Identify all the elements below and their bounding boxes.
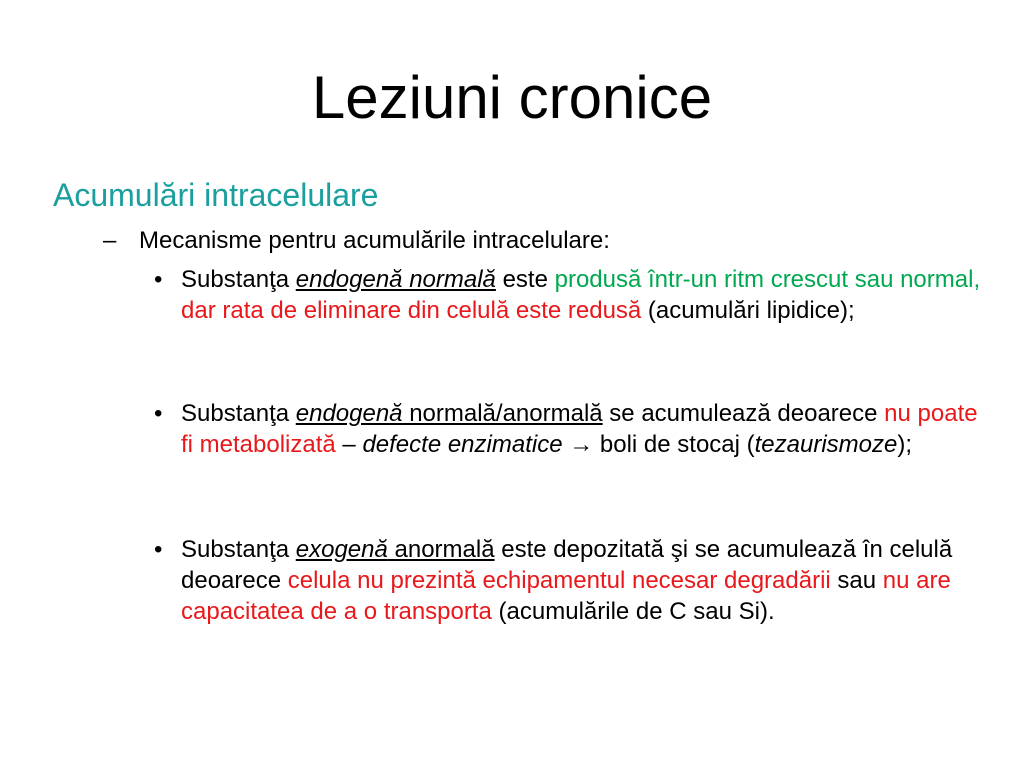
highlight-red-run: nu poate fi metabolizată (181, 400, 978, 458)
subheading-text: Mecanisme pentru acumulările intracelulare: (139, 227, 610, 254)
bullet-dot: • (154, 536, 163, 563)
text-run: (acumulările de C sau Si). (491, 598, 775, 625)
text-run: – (335, 431, 363, 458)
emphasis-run: endogenă (295, 400, 403, 427)
text-run: → boli de stocaj ( (562, 431, 755, 458)
underline-run: anormală (387, 536, 495, 563)
highlight-red-run: dar rata de eliminare din celulă este redusă (181, 297, 642, 324)
text-run: sau (830, 567, 883, 594)
underline-run: normală/anormală (402, 400, 603, 427)
italic-run: tezaurismoze (754, 431, 898, 458)
text-run: este depozitată şi se acumulează în celulă deoarece (181, 536, 953, 594)
subheading-item (103, 226, 610, 256)
bullet-text (181, 264, 984, 326)
bullet-item-3 (154, 534, 984, 627)
slide-title: Leziuni cronice (311, 64, 713, 131)
highlight-red-run: nu are capacitatea de a o transporta (181, 567, 951, 625)
bullet-item-2 (154, 398, 984, 460)
bullet-dot: • (154, 400, 163, 427)
bullet-text (181, 534, 984, 627)
section-heading: Acumulări intracelulare (53, 177, 379, 213)
highlight-red-run: celula nu prezintă echipamentul necesar degradării (287, 567, 831, 594)
text-run: (acumulări lipidice); (641, 297, 855, 324)
text-run: ); (897, 431, 913, 458)
italic-run: defecte enzimatice (362, 431, 563, 458)
text-run: este (495, 266, 555, 293)
text-run: Substanţa (181, 266, 296, 293)
bullet-text (181, 398, 984, 460)
emphasis-run: exogenă (295, 536, 388, 563)
emphasis-run: endogenă normală (295, 266, 496, 293)
text-run: Substanţa (181, 400, 296, 427)
text-run: se acumulează deoarece (602, 400, 885, 427)
text-run: Substanţa (181, 536, 296, 563)
bullet-item-1 (154, 264, 984, 326)
highlight-green-run: produsă într-un ritm crescut sau normal, (554, 266, 981, 293)
bullet-dot: • (154, 266, 163, 293)
dash-bullet: – (103, 227, 117, 254)
